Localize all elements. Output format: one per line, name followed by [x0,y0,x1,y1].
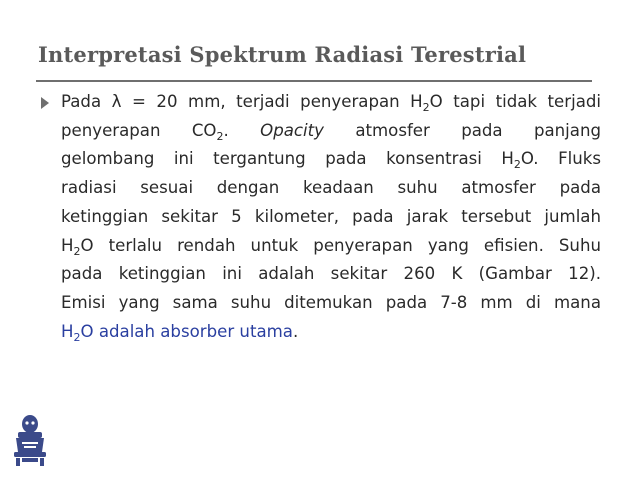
text-line-9: $H_2O$ adalah absorber utama. [61,321,299,344]
text-line-8: Emisi yang sama suhu ditemukan pada 7-8 mm di mana [61,292,601,312]
highlighted-phrase: $H_2O$ adalah absorber utama [61,321,293,344]
text-line-7: pada ketinggian ini adalah sekitar 260 K (Gambar 12). [61,264,601,284]
text-line-4: radiasi sesuai dengan keadaan suhu atmosfer pada [61,178,601,198]
text-line-2: penyerapan $CO_2$. Opacity atmosfer pada panjang [61,120,601,143]
bullet-paragraph [61,88,601,346]
text-line-1: Pada λ = 20 mm, terjadi penyerapan $H_2O$ tapi tidak terjadi [61,92,602,114]
slide-title: Interpretasi Spektrum Radiasi Terestrial [38,42,527,67]
text-line-5: ketinggian sekitar 5 kilometer, pada jarak tersebut jumlah [61,206,601,226]
institution-logo-icon [12,412,48,468]
text-line-6: $H_2O$ terlalu rendah untuk penyerapan yang efisien. Suhu [61,235,601,258]
opacity-term: Opacity [260,120,324,140]
text-line-3: gelombang ini tergantung pada konsentrasi $H_2O$. Fluks [61,149,601,172]
title-divider [36,80,592,82]
bullet-arrow-icon [41,97,49,109]
